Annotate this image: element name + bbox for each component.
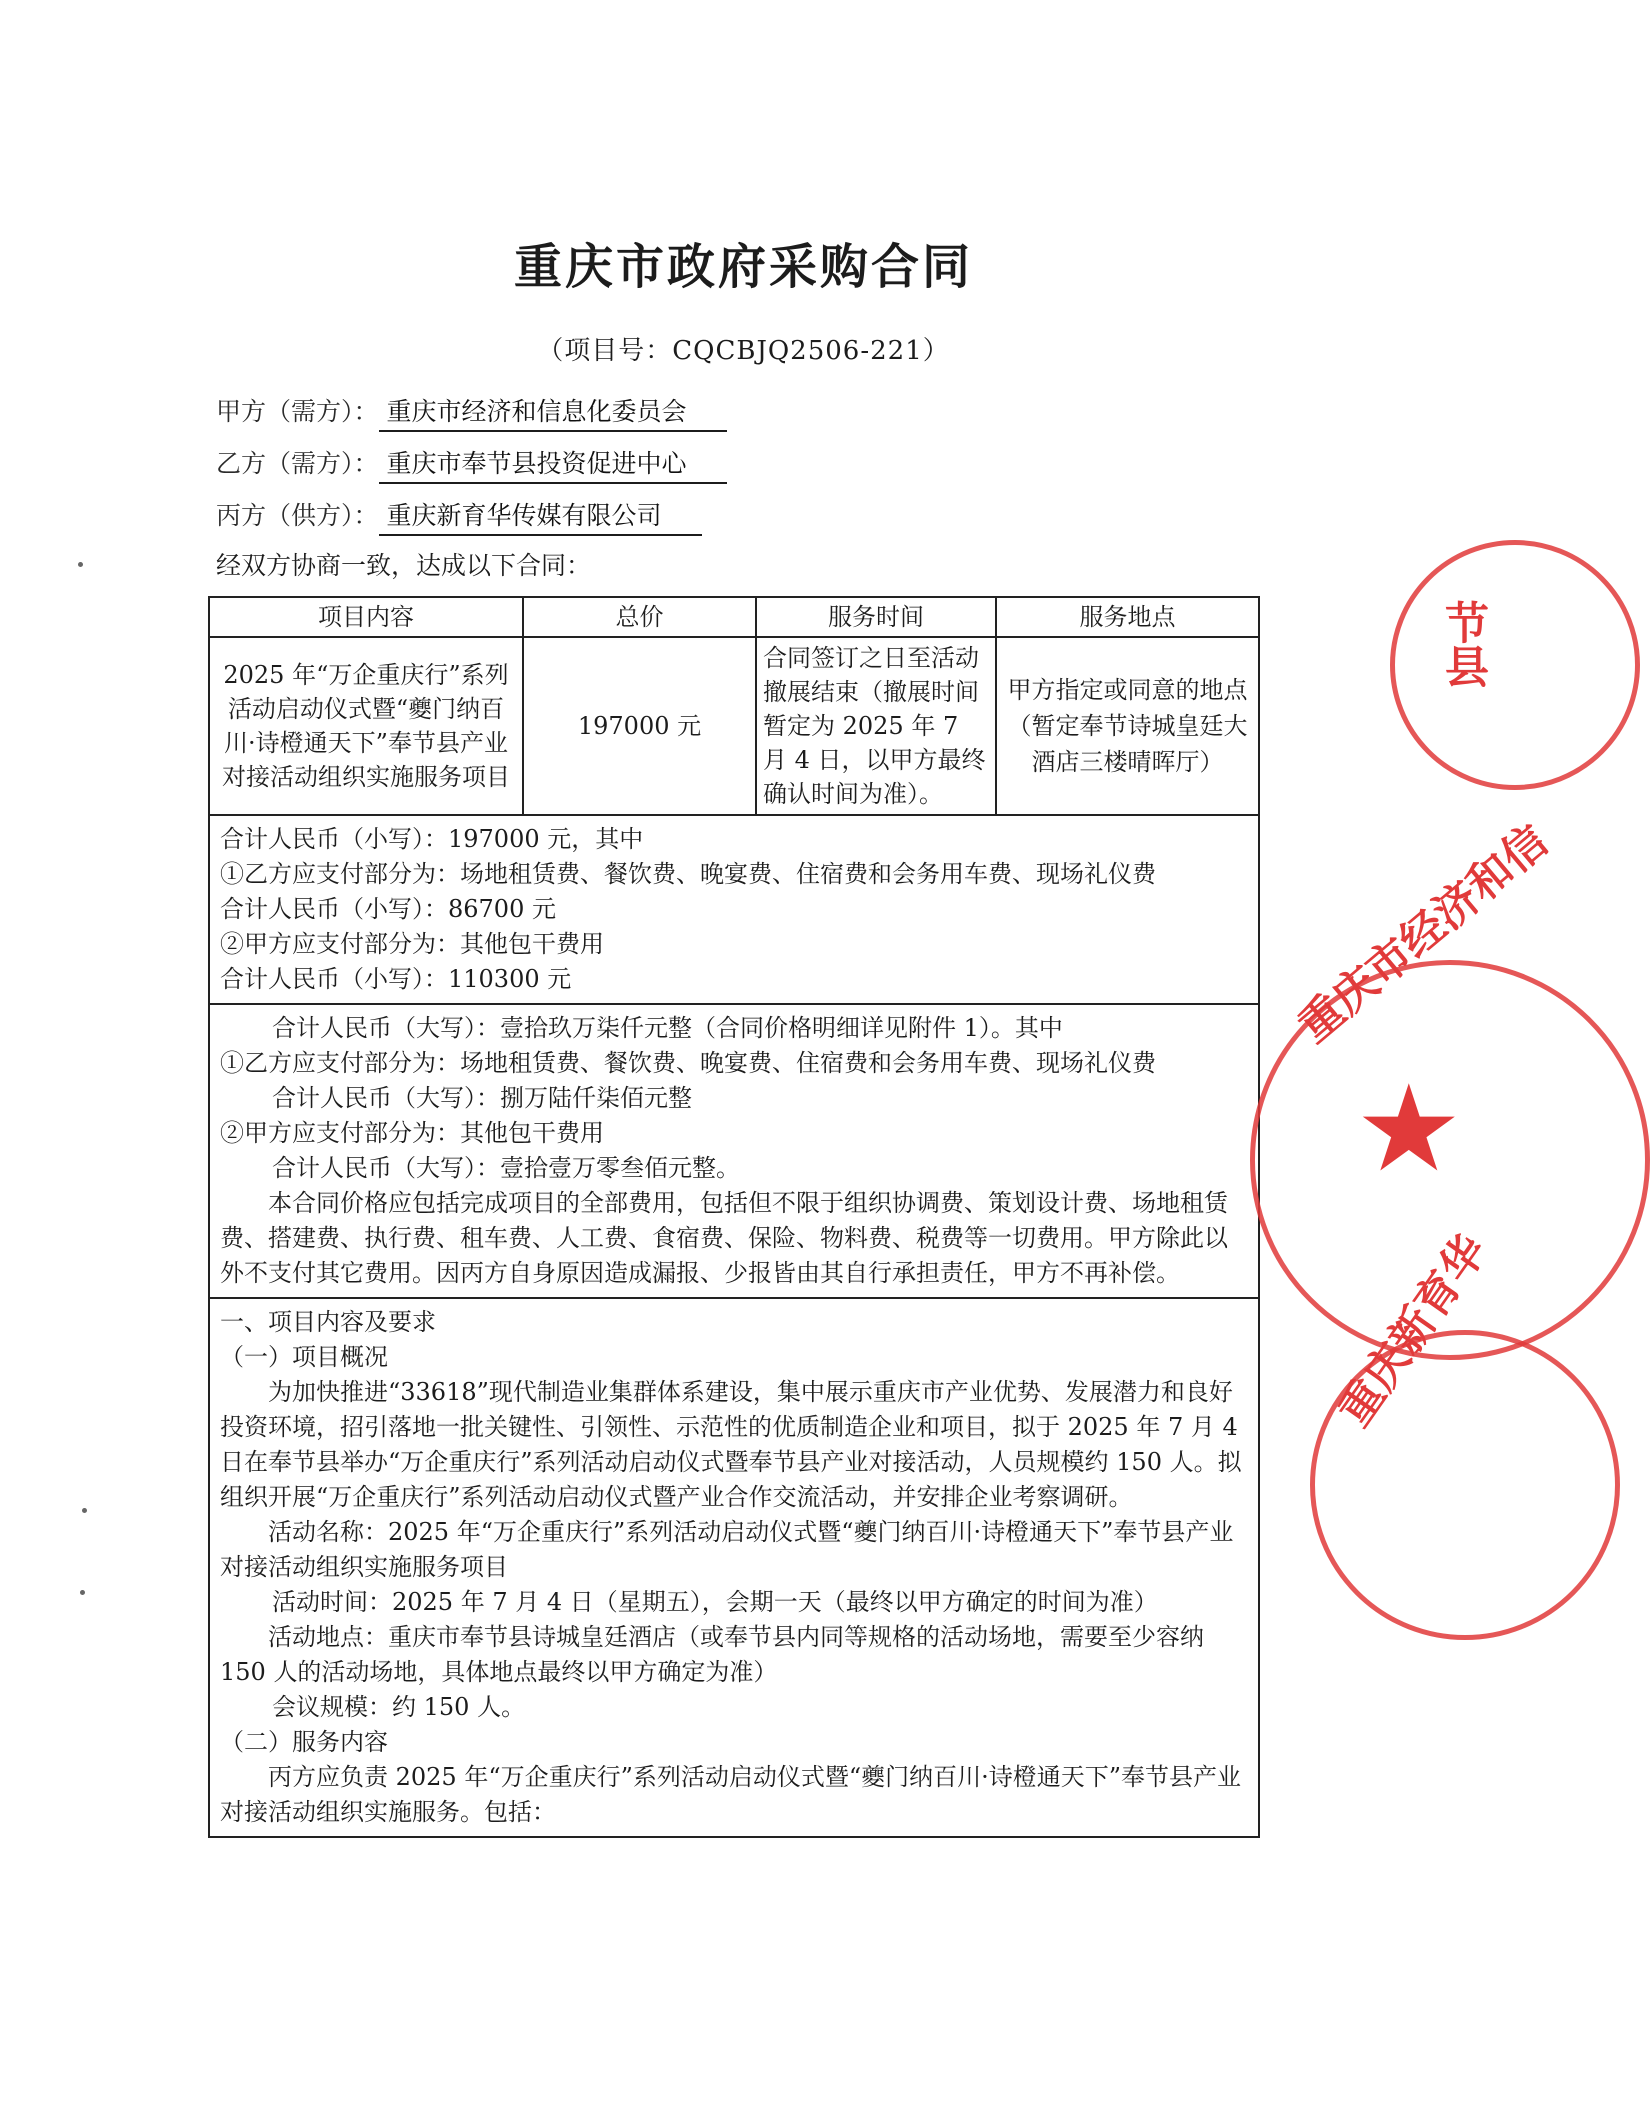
- big-total-line: 合计人民币（大写）：捌万陆仟柒佰元整: [272, 1084, 692, 1112]
- activity-place: 活动地点：重庆市奉节县诗城皇廷酒店（或奉节县内同等规格的活动场地，需要至少容纳 150 人的活动场地，具体地点最终以甲方确定为准）: [220, 1623, 1204, 1686]
- table-header-row: [210, 598, 1258, 638]
- section-heading: 一、项目内容及要求: [220, 1308, 436, 1336]
- activity-name: 活动名称：2025 年“万企重庆行”系列活动启动仪式暨“夔门纳百川·诗橙通天下”奉节县产业对接活动组织实施服务项目: [220, 1518, 1234, 1581]
- small-total-line: 合计人民币（小写）：86700 元: [220, 895, 556, 923]
- activity-time: 活动时间：2025 年 7 月 4 日（星期五），会期一天（最终以甲方确定的时间为准）: [272, 1588, 1158, 1616]
- party-a-value: 重庆市经济和信息化委员会: [379, 392, 727, 432]
- seal-bottom-text: 重庆新育华: [1329, 1226, 1497, 1436]
- header-content: 项目内容: [210, 598, 524, 636]
- small-total-row: [210, 816, 1258, 1005]
- big-total-line: ②甲方应支付部分为：其他包干费用: [220, 1119, 604, 1147]
- service-text: 丙方应负责 2025 年“万企重庆行”系列活动启动仪式暨“夔门纳百川·诗橙通天下”奉节县产业对接活动组织实施服务。包括：: [220, 1763, 1242, 1826]
- small-total-line: ①乙方应支付部分为：场地租赁费、餐饮费、晚宴费、住宿费和会务用车费、现场礼仪费: [220, 860, 1156, 888]
- contract-table: [208, 596, 1260, 1838]
- table-row: [210, 638, 1258, 816]
- party-a-label: 甲方（需方）：: [216, 397, 379, 426]
- header-place: 服务地点: [1079, 603, 1176, 631]
- small-total-line: 合计人民币（小写）：197000 元，其中: [220, 825, 644, 853]
- party-c: [216, 496, 702, 536]
- item-time: 合同签订之日至活动撤展结束（撤展时间暂定为 2025 年 7 月 4 日，以甲方最终确认时间为准）。: [757, 638, 997, 814]
- big-total-line: 合计人民币（大写）：壹拾壹万零叁佰元整。: [272, 1154, 740, 1182]
- small-total-block: [210, 816, 1166, 1003]
- party-b: [216, 444, 727, 484]
- big-total-row: [210, 1005, 1258, 1299]
- party-c-value: 重庆新育华传媒有限公司: [379, 496, 702, 536]
- party-a: [216, 392, 727, 432]
- scan-speck: [82, 1508, 87, 1513]
- party-b-value: 重庆市奉节县投资促进中心: [379, 444, 727, 484]
- page-title: 重庆市政府采购合同: [513, 239, 973, 295]
- section-subheading: （二）服务内容: [220, 1728, 388, 1756]
- scan-speck: [80, 1590, 85, 1595]
- big-total-line: 合计人民币（大写）：壹拾玖万柒仟元整（合同价格明细详见附件 1）。其中: [272, 1014, 1063, 1042]
- party-b-label: 乙方（需方）：: [216, 449, 379, 478]
- small-total-line: ②甲方应支付部分为：其他包干费用: [220, 930, 604, 958]
- party-c-label: 丙方（供方）：: [216, 501, 379, 530]
- scan-speck: [78, 562, 83, 567]
- item-content: 2025 年“万企重庆行”系列活动启动仪式暨“夔门纳百川·诗橙通天下”奉节县产业对接活动组织实施服务项目: [210, 638, 524, 814]
- big-total-block: [210, 1005, 1258, 1297]
- item-price: 197000 元: [524, 638, 757, 814]
- seal-top: [1390, 540, 1640, 790]
- big-total-line: ①乙方应支付部分为：场地租赁费、餐饮费、晚宴费、住宿费和会务用车费、现场礼仪费: [220, 1049, 1156, 1077]
- overview-text: 为加快推进“33618”现代制造业集群体系建设，集中展示重庆市产业优势、发展潜力和良好投资环境，招引落地一批关键性、引领性、示范性的优质制造企业和项目，拟于 2025 年 7 月 4 日在奉节县举办“万企重庆行”系列活动启动仪式暨奉节县产业对接活动，人员规模约 150 人。拟组织开展“万企重庆行”系列活动启动仪式暨产业合作交流活动，并安排企业考察调研。: [220, 1378, 1242, 1511]
- section-block: [210, 1299, 1258, 1836]
- seal-top-text: 节县: [1437, 600, 1488, 688]
- header-time: 服务时间: [757, 598, 997, 636]
- seal-middle-text: 重庆市经济和信: [1289, 815, 1558, 1053]
- project-number: （项目号：CQCBJQ2506-221）: [537, 336, 950, 366]
- section-subheading: （一）项目概况: [220, 1343, 388, 1371]
- seal-star-icon: ★: [1355, 1060, 1463, 1199]
- header-price: 总价: [524, 598, 757, 636]
- item-place: 甲方指定或同意的地点（暂定奉节诗城皇廷大酒店三楼晴晖厅）: [1007, 676, 1248, 776]
- activity-scale: 会议规模：约 150 人。: [272, 1693, 526, 1721]
- price-clause: 本合同价格应包括完成项目的全部费用，包括但不限于组织协调费、策划设计费、场地租赁费、搭建费、执行费、租车费、人工费、食宿费、保险、物料费、税费等一切费用。甲方除此以外不支付其它费用。因丙方自身原因造成漏报、少报皆由其自行承担责任，甲方不再补偿。: [220, 1189, 1228, 1287]
- section-row: [210, 1299, 1258, 1836]
- small-total-line: 合计人民币（小写）：110300 元: [220, 965, 572, 993]
- intro-text: 经双方协商一致，达成以下合同：: [216, 551, 592, 580]
